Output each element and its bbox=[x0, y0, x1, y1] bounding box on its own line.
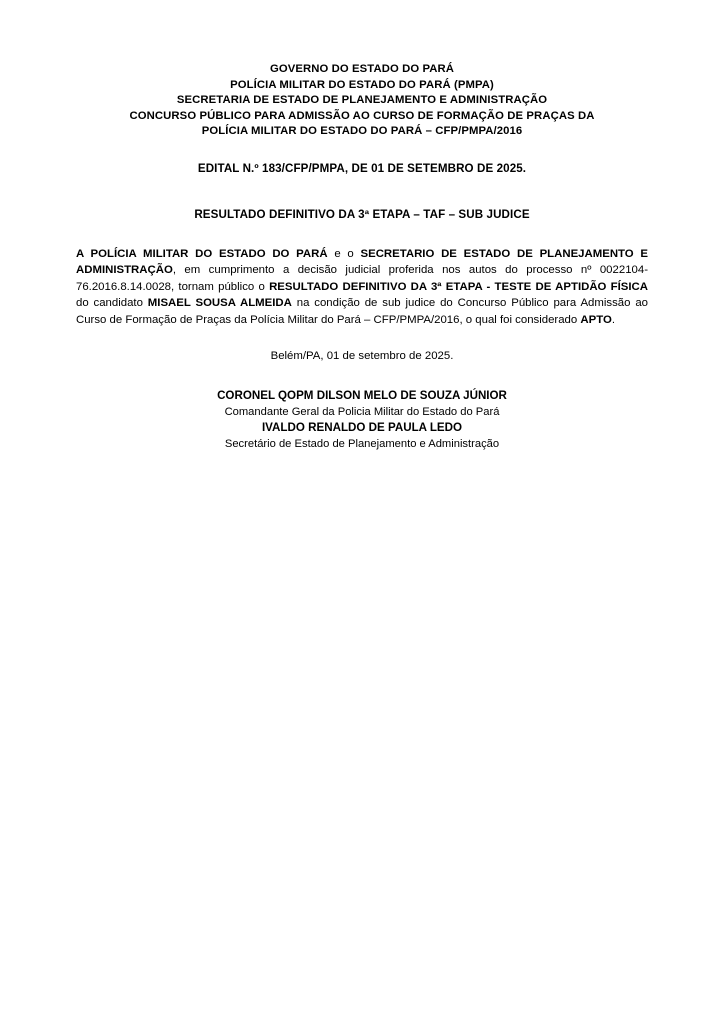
edital-number-line: EDITAL N.º 183/CFP/PMPA, DE 01 DE SETEMBRO DE 2025. bbox=[197, 161, 527, 175]
body-segment-candidate-name: MISAEL SOUSA ALMEIDA bbox=[147, 297, 292, 310]
body-segment-text-1: , em cumprimento a decisão judicial proferida nos autos do processo nº 0022104-76.2016.8.14.0028, tornam público o bbox=[76, 264, 648, 293]
body-segment-institution-2: SECRETARIO DE ESTADO DE PLANEJAMENTO E ADMINISTRAÇÃO bbox=[76, 247, 648, 277]
header-line-2: POLÍCIA MILITAR DO ESTADO DO PARÁ (PMPA) bbox=[230, 78, 494, 91]
header-line-3: SECRETARIA DE ESTADO DE PLANEJAMENTO E ADMINISTRAÇÃO bbox=[176, 94, 548, 107]
body-segment-status: APTO bbox=[580, 313, 612, 326]
signature-role-1: Comandante Geral da Policia Militar do Estado do Pará bbox=[224, 406, 500, 418]
body-segment-text-3: na condição de sub judice do Concurso Público para Admissão ao Curso de Formação de Praças da Polícia Militar do Pará – CFP/PMPA/2016, o qual foi considerado bbox=[76, 297, 649, 326]
signature-block bbox=[76, 388, 648, 452]
document-header bbox=[76, 62, 648, 140]
result-title-line: RESULTADO DEFINITIVO DA 3ª ETAPA – TAF – SUB JUDICE bbox=[194, 207, 530, 221]
city-date-line: Belém/PA, 01 de setembro de 2025. bbox=[270, 350, 454, 362]
header-line-5: POLÍCIA MILITAR DO ESTADO DO PARÁ – CFP/PMPA/2016 bbox=[201, 125, 523, 138]
body-paragraph bbox=[76, 246, 648, 328]
body-segment-conn-1: e o bbox=[327, 247, 361, 260]
signature-role-2: Secretário de Estado de Planejamento e Administração bbox=[224, 438, 500, 450]
body-segment-result-title: RESULTADO DEFINITIVO DA 3ª ETAPA - TESTE DE APTIDÃO FÍSICA bbox=[269, 280, 649, 293]
signature-name-2: IVALDO RENALDO DE PAULA LEDO bbox=[261, 421, 463, 434]
signature-name-1: CORONEL QOPM DILSON MELO DE SOUZA JÚNIOR bbox=[217, 389, 507, 402]
body-segment-period: . bbox=[611, 313, 616, 326]
body-segment-institution-1: A POLÍCIA MILITAR DO ESTADO DO PARÁ bbox=[76, 247, 328, 260]
header-line-4: CONCURSO PÚBLICO PARA ADMISSÃO AO CURSO DE FORMAÇÃO DE PRAÇAS DA bbox=[129, 109, 595, 122]
header-line-1: GOVERNO DO ESTADO DO PARÁ bbox=[269, 63, 455, 75]
body-segment-text-2: do candidato bbox=[76, 297, 148, 310]
